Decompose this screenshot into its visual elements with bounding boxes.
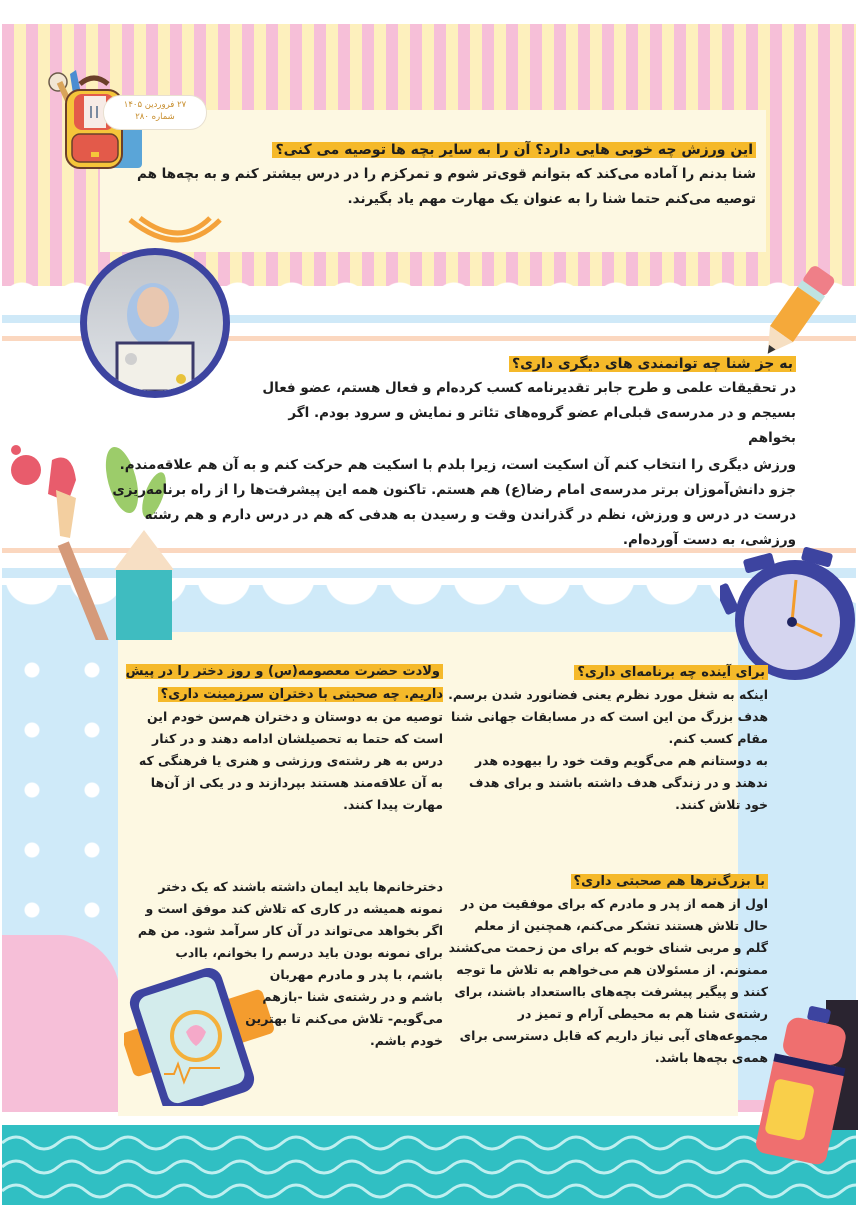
answer-text: ورزش دیگری را انتخاب کنم آن اسکیت است، زیرا بلدم با اسکیت هم حرکت کنم و به آن هم علاقه‌مندم. جزو دانش‌آموزان برتر مدرسه‌ی امام رضا(ع) هم هستم. تاکنون همه این پیشرفت‌ها را از راه برنامه‌ریزی درست در درس و ورزش، نظم در گذراندن وقت و رسیدن به هدفی که هم در درس دارم و هم رشته ورزشی، به دست آورده‌ام.	[112, 457, 796, 548]
answer-text: به دوستانم هم می‌گویم وقت خود را بیهوده هدر ندهند و در زندگی هدف داشته باشند و برای هدف خود تلاش کنند.	[469, 753, 768, 812]
answer-text: توصیه من به دوستان و دختران هم‌سن خودم این است که حتما به تحصیلشان ادامه دهند و در کنار درس به هر رشته‌ی ورزشی و هنری یا فرهنگی که به آن علاقه‌مند هستند بپردازند و در یکی از آن‌ها مهارت پیدا کنند.	[138, 709, 443, 812]
question-heading: به جز شنا چه توانمندی های دیگری داری؟	[509, 356, 796, 372]
qa-section-adults	[448, 870, 768, 1069]
answer-text: باشم، با پدر و مادرم مهربان باشم و در رشته‌ی شنا -بازهم می‌گویم- تلاش می‌کنم تا بهترین خودم باشم.	[245, 967, 443, 1048]
answer-text: در تحقیقات علمی و طرح جابر تقدیرنامه کسب کرده‌ام و فعال هستم، عضو فعال بسیجم و در مدرسه‌ی قبلی‌ام عضو گروه‌های تئاتر و نمایش و سرود بودم. اگر بخواهم	[262, 380, 796, 446]
qa-section-benefits	[118, 138, 756, 212]
pink-cloud-shape	[2, 935, 120, 1110]
answer-text: دخترخانم‌ها باید ایمان داشته باشند که یک دختر نمونه همیشه در کاری که تلاش کند موفق است و اگر بخواهد می‌تواند در آن کار سرآمد شود. من هم برای نمونه بودن باید درسم را بخوانم، باادب	[137, 879, 443, 960]
qa-section-abilities-continued	[92, 453, 796, 553]
paperclip-icon	[120, 210, 230, 250]
issue-date: ۲۷ فروردین ۱۴۰۵	[123, 100, 187, 110]
answer-text: اول از همه از پدر و مادرم که برای موفقیت من در حال تلاش هستند تشکر می‌کنم، همچنین از معلم گلم و مربی شنای خوبم که برای من زحمت می‌کشند ممنونم. از مسئولان هم می‌خواهم به تلاش ما توجه کنند و پیگیر پیشرفت بچه‌های بااستعداد باشند، برای رشته‌ی شنا هم به محیطی آرام و تمیز در مجموعه‌های آبی نیاز داریم که قابل دسترسی برای همه‌ی بچه‌ها باشد.	[448, 896, 768, 1065]
question-heading: برای آینده چه برنامه‌ای داری؟	[574, 665, 768, 680]
qa-section-girls-day-continued	[125, 876, 443, 1052]
wave-footer	[2, 1125, 856, 1205]
issue-date-tag	[104, 96, 206, 129]
qa-section-abilities	[250, 352, 796, 451]
qa-section-girls-day	[125, 660, 443, 816]
question-heading: این ورزش چه خوبی هایی دارد؟ آن را به سایر بچه ها توصیه می کنی؟	[272, 142, 756, 158]
answer-text: اینکه به شغل مورد نظرم یعنی فضانورد شدن برسم. هدف بزرگ من این است که در مسابقات جهانی شنا مقام کسب کنم.	[448, 687, 768, 746]
answer-text: شنا بدنم را آماده می‌کند که بتوانم قوی‌تر شوم و تمرکزم را در درس بیشتر کنم و به بچه‌ها هم توصیه می‌کنم حتما شنا را به عنوان یک مهارت مهم یاد بگیرند.	[136, 166, 756, 207]
qa-section-future	[448, 661, 768, 816]
question-heading: با بزرگ‌ترها هم صحبتی داری؟	[571, 874, 768, 889]
student-photo	[87, 255, 223, 391]
issue-number: شماره ۲۸۰	[135, 112, 175, 122]
stopwatch-icon	[720, 540, 858, 680]
question-heading: ولادت حضرت معصومه(س) و روز دختر را در پیش داریم. چه صحبتی با دختران سرزمینت داری؟	[125, 664, 443, 702]
